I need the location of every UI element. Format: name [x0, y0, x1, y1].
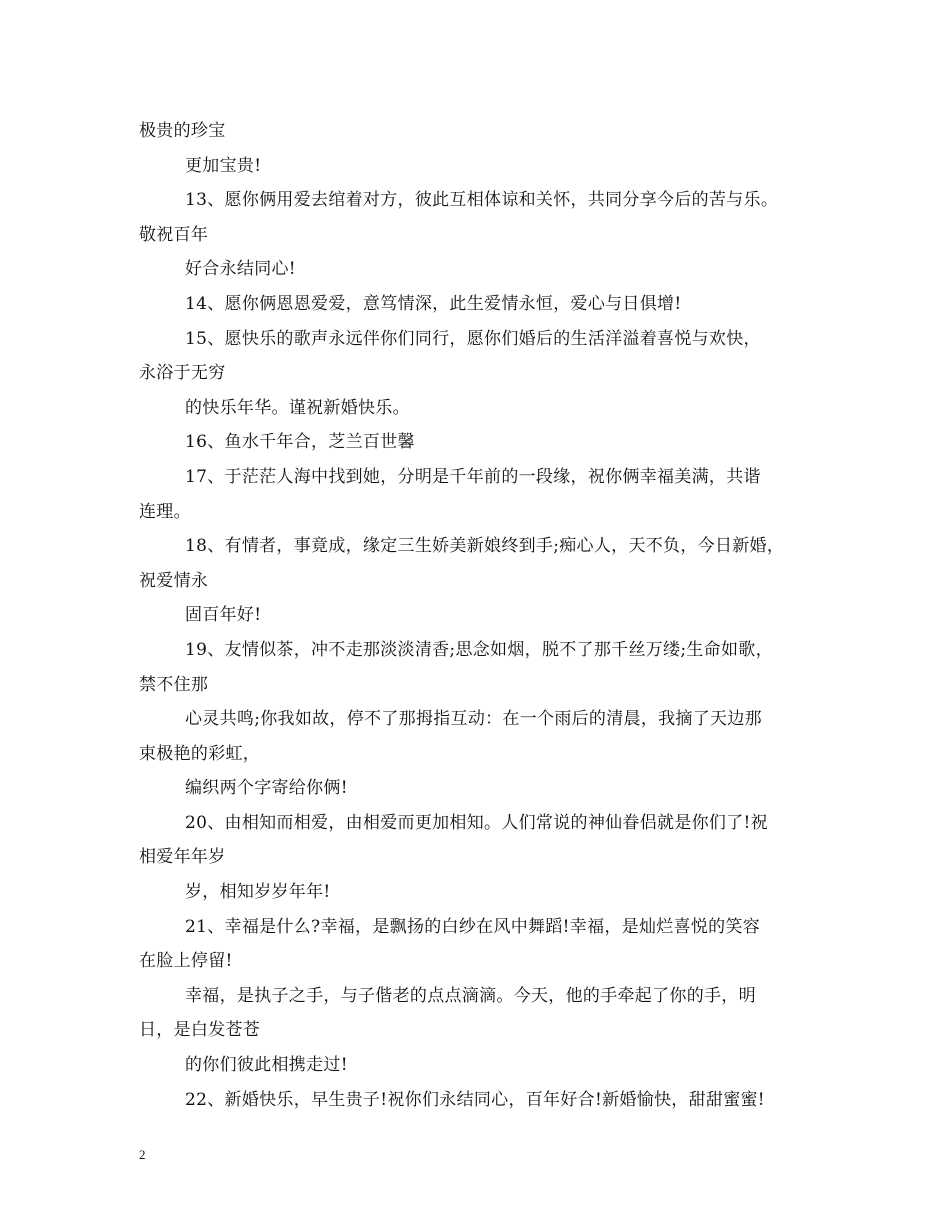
page-number: 2 — [139, 1147, 146, 1162]
text-line: 相爱年年岁 — [139, 847, 226, 868]
text-line: 幸福，是执子之手，与子偕老的点点滴滴。今天，他的手牵起了你的手，明 — [185, 985, 756, 1006]
text-line: 18、有情者，事竟成，缘定三生娇美新娘终到手;痴心人，天不负，今日新婚， — [185, 536, 785, 557]
text-line: 在脸上停留! — [139, 951, 233, 972]
text-line: 连理。 — [139, 501, 191, 522]
text-line: 祝爱情永 — [139, 570, 209, 591]
text-line: 的你们彼此相携走过! — [185, 1055, 348, 1076]
text-line: 更加宝贵! — [185, 155, 262, 176]
text-line: 极贵的珍宝 — [139, 121, 226, 141]
text-line: 13、愿你俩用爱去绾着对方，彼此互相体谅和关怀，共同分享今后的苦与乐。 — [185, 190, 779, 211]
text-line: 岁，相知岁岁年年! — [185, 882, 331, 903]
text-line: 永浴于无穷 — [139, 363, 226, 384]
text-line: 束极艳的彩虹， — [139, 743, 261, 764]
text-line: 日，是白发苍苍 — [139, 1020, 261, 1041]
text-line: 21、幸福是什么?幸福，是飘扬的白纱在风中舞蹈!幸福，是灿烂喜悦的笑容 — [185, 916, 761, 937]
text-line: 心灵共鸣;你我如故，停不了那拇指互动：在一个雨后的清晨，我摘了天边那 — [185, 709, 762, 730]
text-line: 固百年好! — [185, 605, 262, 626]
text-line: 16、鱼水千年合，芝兰百世馨 — [185, 432, 415, 453]
document-body — [139, 114, 829, 1117]
text-line: 敬祝百年 — [139, 224, 209, 245]
text-line: 禁不住那 — [139, 674, 209, 695]
text-line: 14、愿你俩恩恩爱爱，意笃情深，此生爱情永恒，爱心与日俱增! — [185, 293, 682, 314]
text-line: 17、于茫茫人海中找到她，分明是千年前的一段缘，祝你俩幸福美满，共谐 — [185, 466, 761, 487]
text-line: 20、由相知而相爱，由相爱而更加相知。人们常说的神仙眷侣就是你们了!祝 — [185, 812, 768, 833]
text-line: 的快乐年华。谨祝新婚快乐。 — [185, 397, 410, 418]
text-line: 编织两个字寄给你俩! — [185, 778, 348, 799]
text-line: 19、友情似茶，冲不走那淡淡清香;思念如烟，脱不了那千丝万缕;生命如歌， — [185, 639, 773, 660]
text-line: 好合永结同心! — [185, 259, 296, 280]
text-line: 22、新婚快乐，早生贵子!祝你们永结同心，百年好合!新婚愉快，甜甜蜜蜜! — [185, 1089, 765, 1110]
text-line: 15、愿快乐的歌声永远伴你们同行，愿你们婚后的生活洋溢着喜悦与欢快， — [185, 328, 761, 349]
